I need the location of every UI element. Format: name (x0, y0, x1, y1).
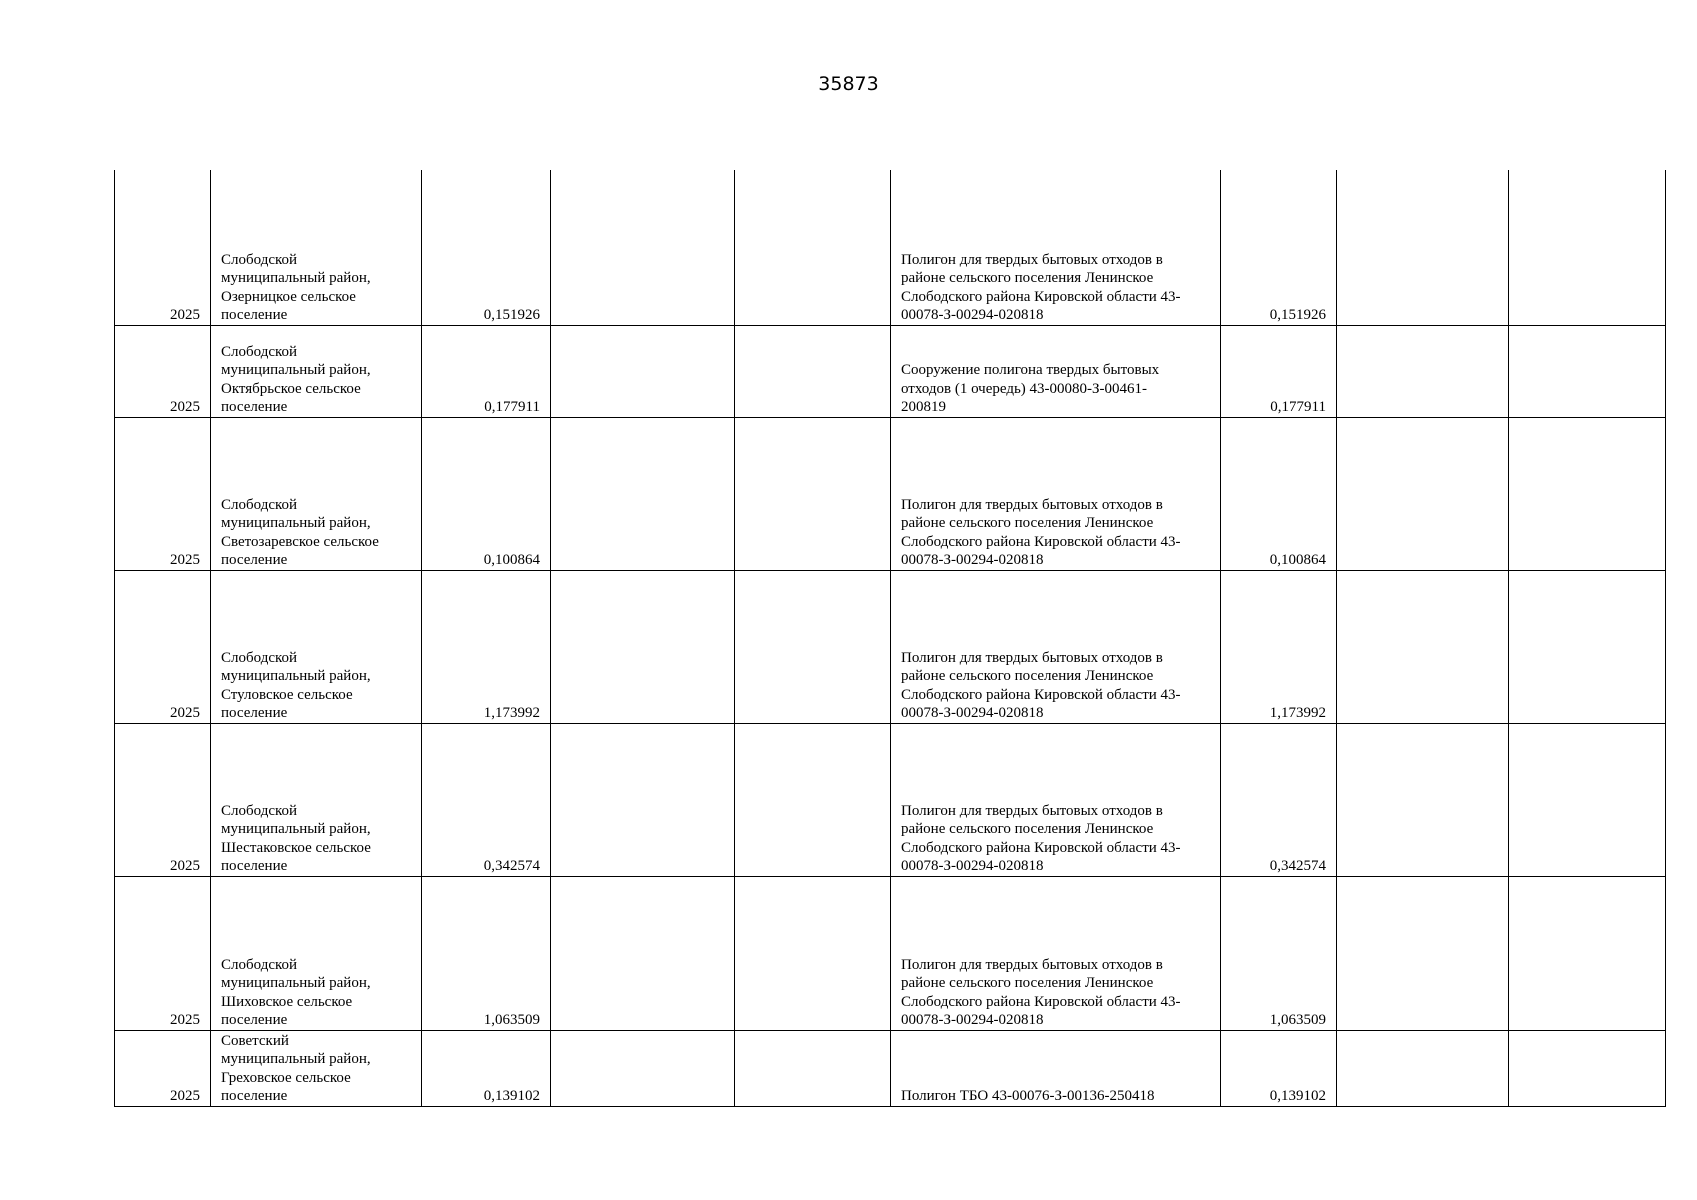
amount-cell: 1,063509 (422, 876, 551, 1030)
facility-cell: Полигон ТБО 43-00076-З-00136-250418 (891, 1030, 1221, 1106)
year-cell: 2025 (115, 1030, 211, 1106)
empty-cell (735, 723, 891, 876)
facility-amount-cell: 0,139102 (1221, 1030, 1337, 1106)
empty-cell (1509, 876, 1666, 1030)
empty-cell (735, 570, 891, 723)
facility-cell: Полигон для твердых бытовых отходов в районе сельского поселения Ленинское Слободского района Кировской области 43- 00078-З-00294-020818 (891, 417, 1221, 570)
amount-cell: 0,342574 (422, 723, 551, 876)
facility-amount-cell: 0,177911 (1221, 325, 1337, 417)
page-number: 35873 (818, 73, 879, 95)
amount-cell: 0,100864 (422, 417, 551, 570)
table-row (115, 723, 1666, 876)
empty-cell (1509, 1030, 1666, 1106)
empty-cell (1509, 570, 1666, 723)
empty-cell (551, 570, 735, 723)
year-cell: 2025 (115, 170, 211, 325)
amount-cell: 1,173992 (422, 570, 551, 723)
year-cell: 2025 (115, 325, 211, 417)
year-cell: 2025 (115, 417, 211, 570)
amount-cell: 0,177911 (422, 325, 551, 417)
year-cell: 2025 (115, 570, 211, 723)
empty-cell (735, 170, 891, 325)
facility-cell: Полигон для твердых бытовых отходов в районе сельского поселения Ленинское Слободского района Кировской области 43- 00078-З-00294-020818 (891, 570, 1221, 723)
facility-cell: Полигон для твердых бытовых отходов в районе сельского поселения Ленинское Слободского района Кировской области 43- 00078-З-00294-020818 (891, 876, 1221, 1030)
empty-cell (1337, 570, 1509, 723)
data-table (114, 170, 1666, 1107)
territory-cell: Слободской муниципальный район, Шиховское сельское поселение (211, 876, 422, 1030)
territory-cell: Слободской муниципальный район, Октябрьское сельское поселение (211, 325, 422, 417)
empty-cell (551, 325, 735, 417)
year-cell: 2025 (115, 876, 211, 1030)
empty-cell (1509, 723, 1666, 876)
amount-cell: 0,151926 (422, 170, 551, 325)
facility-amount-cell: 0,342574 (1221, 723, 1337, 876)
empty-cell (1509, 417, 1666, 570)
table-row (115, 325, 1666, 417)
table-row (115, 417, 1666, 570)
empty-cell (1337, 417, 1509, 570)
facility-amount-cell: 0,100864 (1221, 417, 1337, 570)
empty-cell (1337, 723, 1509, 876)
empty-cell (735, 876, 891, 1030)
table-row (115, 570, 1666, 723)
empty-cell (551, 723, 735, 876)
empty-cell (551, 417, 735, 570)
facility-amount-cell: 0,151926 (1221, 170, 1337, 325)
empty-cell (735, 1030, 891, 1106)
table-row (115, 170, 1666, 325)
empty-cell (1337, 170, 1509, 325)
empty-cell (551, 876, 735, 1030)
table-row (115, 876, 1666, 1030)
empty-cell (735, 325, 891, 417)
empty-cell (1337, 876, 1509, 1030)
territory-cell: Слободской муниципальный район, Озерницкое сельское поселение (211, 170, 422, 325)
empty-cell (735, 417, 891, 570)
empty-cell (1509, 170, 1666, 325)
territory-cell: Слободской муниципальный район, Светозаревское сельское поселение (211, 417, 422, 570)
facility-amount-cell: 1,173992 (1221, 570, 1337, 723)
year-cell: 2025 (115, 723, 211, 876)
facility-cell: Сооружение полигона твердых бытовых отходов (1 очередь) 43-00080-З-00461- 200819 (891, 325, 1221, 417)
territory-cell: Слободской муниципальный район, Шестаковское сельское поселение (211, 723, 422, 876)
facility-cell: Полигон для твердых бытовых отходов в районе сельского поселения Ленинское Слободского района Кировской области 43- 00078-З-00294-020818 (891, 723, 1221, 876)
facility-amount-cell: 1,063509 (1221, 876, 1337, 1030)
territory-cell: Слободской муниципальный район, Стуловское сельское поселение (211, 570, 422, 723)
empty-cell (551, 1030, 735, 1106)
empty-cell (551, 170, 735, 325)
empty-cell (1337, 1030, 1509, 1106)
table-row (115, 1030, 1666, 1106)
facility-cell: Полигон для твердых бытовых отходов в районе сельского поселения Ленинское Слободского района Кировской области 43- 00078-З-00294-020818 (891, 170, 1221, 325)
amount-cell: 0,139102 (422, 1030, 551, 1106)
empty-cell (1337, 325, 1509, 417)
empty-cell (1509, 325, 1666, 417)
territory-cell: Советский муниципальный район, Греховское сельское поселение (211, 1030, 422, 1106)
